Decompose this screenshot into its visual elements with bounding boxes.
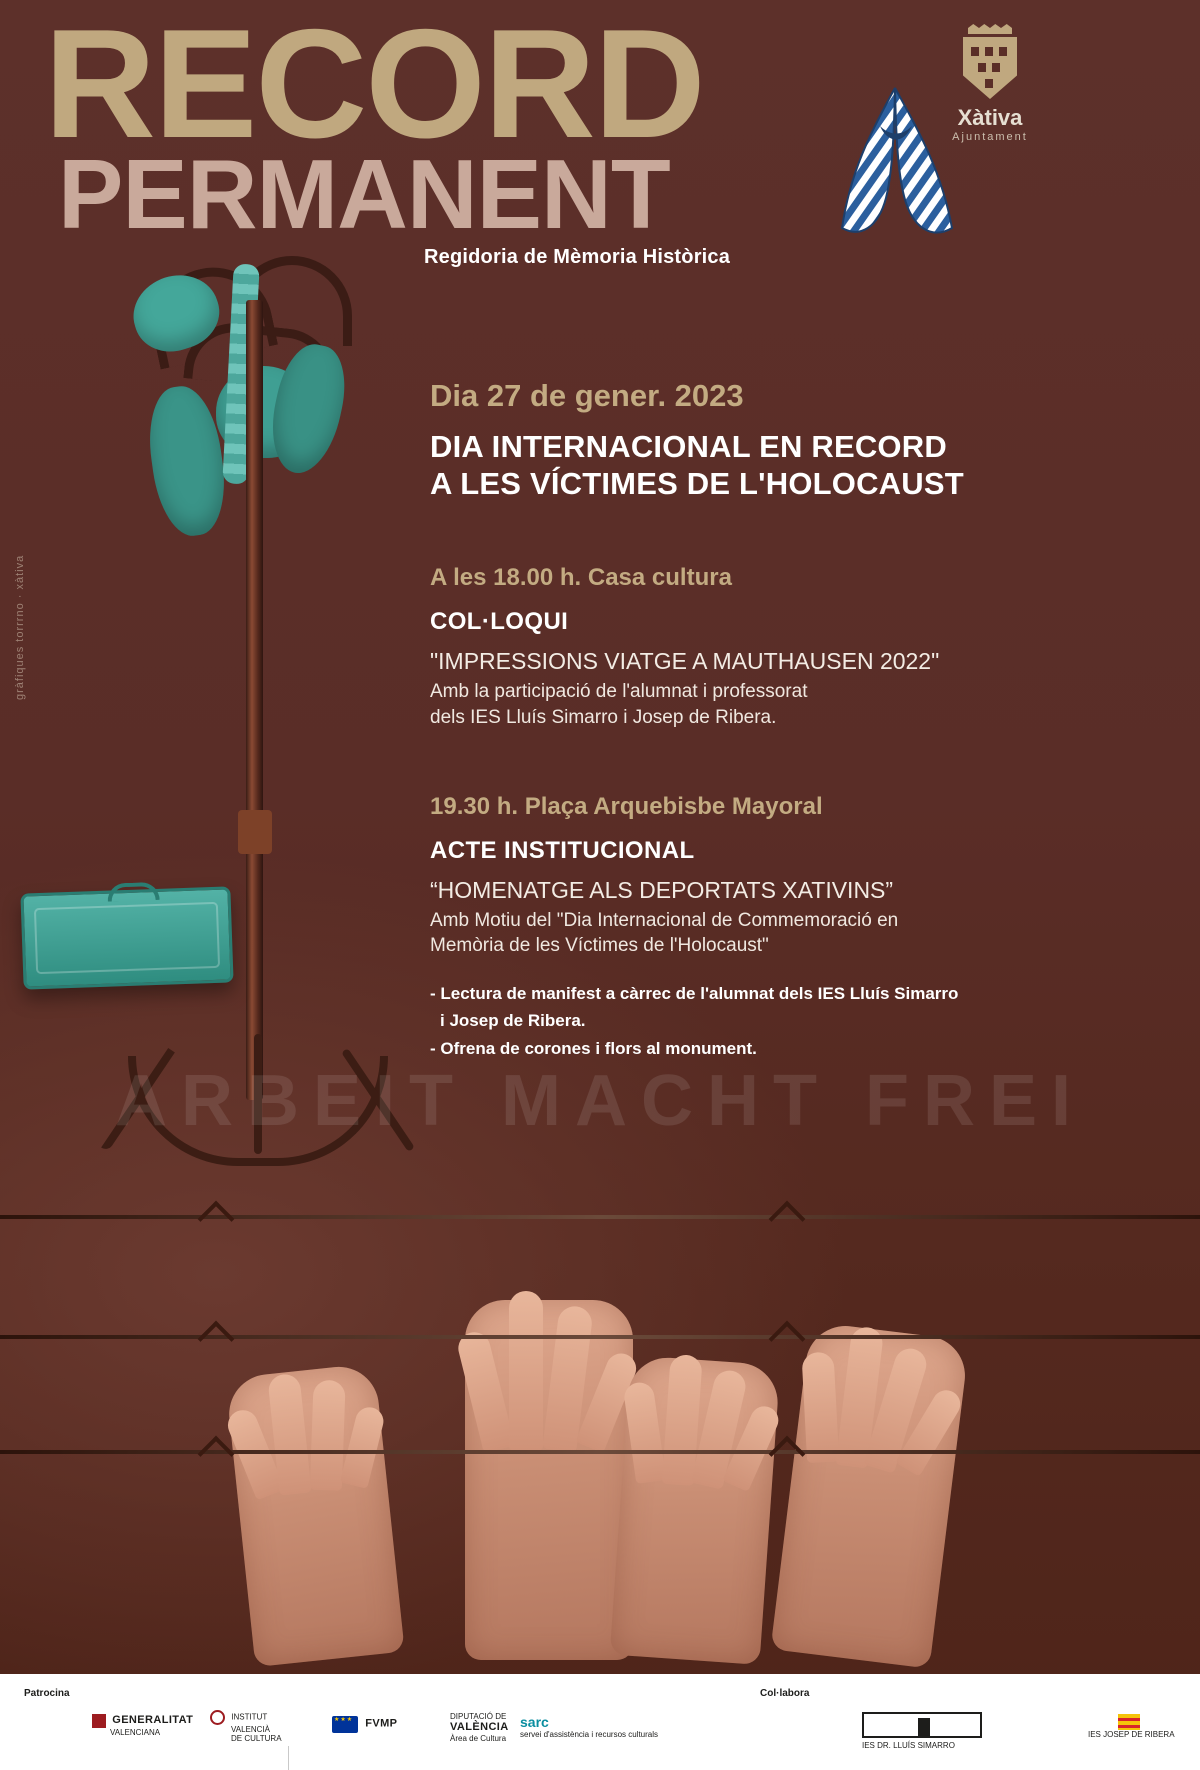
title-line-2: PERMANENT bbox=[58, 138, 670, 249]
sponsor-name-line-1: INSTITUT bbox=[231, 1712, 268, 1722]
footer-sponsor-bar bbox=[0, 1674, 1200, 1770]
coat-stand-collar bbox=[238, 810, 272, 854]
barbed-wire-icon bbox=[0, 1450, 1200, 1454]
crown-icon bbox=[968, 24, 1012, 34]
sponsor-logo-row bbox=[0, 1708, 1200, 1764]
poster-content bbox=[430, 378, 1150, 1063]
event-note-line-1: Amb la participació de l'alumnat i professorat bbox=[430, 681, 808, 703]
sponsor-name-line-1: FVMP bbox=[365, 1717, 398, 1730]
event-note-line-2: Memòria de les Víctimes de l'Holocaust" bbox=[430, 935, 769, 957]
collaborator-name: IES DR. LLUÍS SIMARRO bbox=[862, 1741, 955, 1750]
background-ghost-text: ARBEIT MACHT FREI bbox=[115, 1061, 1085, 1141]
sponsor-name-line-3: Àrea de Cultura bbox=[450, 1733, 507, 1743]
sponsor-name-line-1: GENERALITAT bbox=[112, 1714, 194, 1727]
divider bbox=[288, 1746, 289, 1770]
event-bullet: - Lectura de manifest a càrrec de l'alumnat dels IES Lluís Simarro bbox=[430, 983, 959, 1003]
ivc-mark-icon bbox=[210, 1710, 225, 1725]
sponsor-name-line-2: VALENCIANA bbox=[110, 1728, 161, 1737]
ies-simarro-mark-icon bbox=[862, 1712, 982, 1738]
event-note-line-2: dels IES Lluís Simarro i Josep de Ribera. bbox=[430, 707, 777, 729]
barbed-wire-icon bbox=[0, 1215, 1200, 1219]
event-title: "IMPRESSIONS VIATGE A MAUTHAUSEN 2022" bbox=[430, 648, 940, 675]
event-time-venue: A les 18.00 h. Casa cultura bbox=[430, 564, 732, 592]
collaborator-logo-ribera bbox=[1088, 1714, 1175, 1739]
coat-stand-icon bbox=[246, 300, 263, 1100]
ribera-mark-icon bbox=[1118, 1714, 1140, 1730]
event-time-venue: 19.30 h. Plaça Arquebisbe Mayoral bbox=[430, 792, 823, 820]
event-item bbox=[430, 793, 1150, 1062]
collabora-label: Col·labora bbox=[760, 1688, 810, 1699]
city-crest-icon bbox=[963, 37, 1017, 99]
page-title bbox=[430, 428, 1150, 502]
event-date: Dia 27 de gener. 2023 bbox=[430, 378, 744, 413]
collaborator-logo-simarro bbox=[862, 1712, 982, 1750]
hands-and-wire-artwork bbox=[0, 1120, 1200, 1680]
sponsor-logo-ivc bbox=[210, 1710, 282, 1743]
sponsor-logo-generalitat bbox=[92, 1714, 193, 1737]
event-item bbox=[430, 564, 1150, 730]
suitcase-icon bbox=[20, 886, 233, 989]
eu-flag-icon bbox=[332, 1716, 358, 1733]
sponsor-logo-fvmp bbox=[332, 1716, 397, 1733]
event-type: ACTE INSTITUCIONAL bbox=[430, 836, 695, 864]
event-bullet: - Ofrena de corones i flors al monument. bbox=[430, 1038, 757, 1058]
sponsor-name-line-3: DE CULTURA bbox=[231, 1734, 282, 1744]
sponsor-logo-sarc bbox=[520, 1714, 658, 1739]
sponsor-name-line-1: sarc bbox=[520, 1714, 549, 1730]
title-line-1: RECORD bbox=[44, 0, 704, 170]
event-bullet-list bbox=[430, 981, 1150, 1062]
sponsor-name-line-2: VALÈNCIA bbox=[450, 1721, 509, 1734]
barbed-wire-icon bbox=[0, 1335, 1200, 1339]
patrocina-label: Patrocina bbox=[24, 1688, 70, 1699]
event-type: COL·LOQUI bbox=[430, 608, 569, 636]
designer-credit: gràfiques torrrno · xàtiva bbox=[14, 554, 26, 700]
city-department: Ajuntament bbox=[952, 131, 1028, 143]
poster-subtitle: Regidoria de Mèmoria Històrica bbox=[424, 245, 731, 268]
generalitat-mark-icon bbox=[92, 1714, 106, 1728]
headline-line-1: DIA INTERNACIONAL EN RECORD bbox=[430, 429, 947, 464]
event-title: “HOMENATGE ALS DEPORTATS XATIVINS” bbox=[430, 876, 894, 903]
sponsor-name-line-2: VALENCIÀ bbox=[231, 1725, 270, 1734]
city-name: Xàtiva bbox=[957, 105, 1023, 130]
collaborator-name: IES JOSEP DE RIBERA bbox=[1088, 1730, 1175, 1739]
sponsor-name-line-1: DIPUTACIÓ DE bbox=[450, 1712, 507, 1721]
headline-line-2: A LES VÍCTIMES DE L'HOLOCAUST bbox=[430, 466, 964, 502]
city-crest bbox=[930, 24, 1050, 143]
sponsor-logo-diputacio bbox=[450, 1712, 509, 1743]
sponsor-name-line-2: servei d'assistència i recursos culturals bbox=[520, 1730, 659, 1740]
event-note-line-1: Amb Motiu del "Dia Internacional de Commemoració en bbox=[430, 909, 899, 931]
event-bullet-continuation: i Josep de Ribera. bbox=[440, 1011, 586, 1031]
